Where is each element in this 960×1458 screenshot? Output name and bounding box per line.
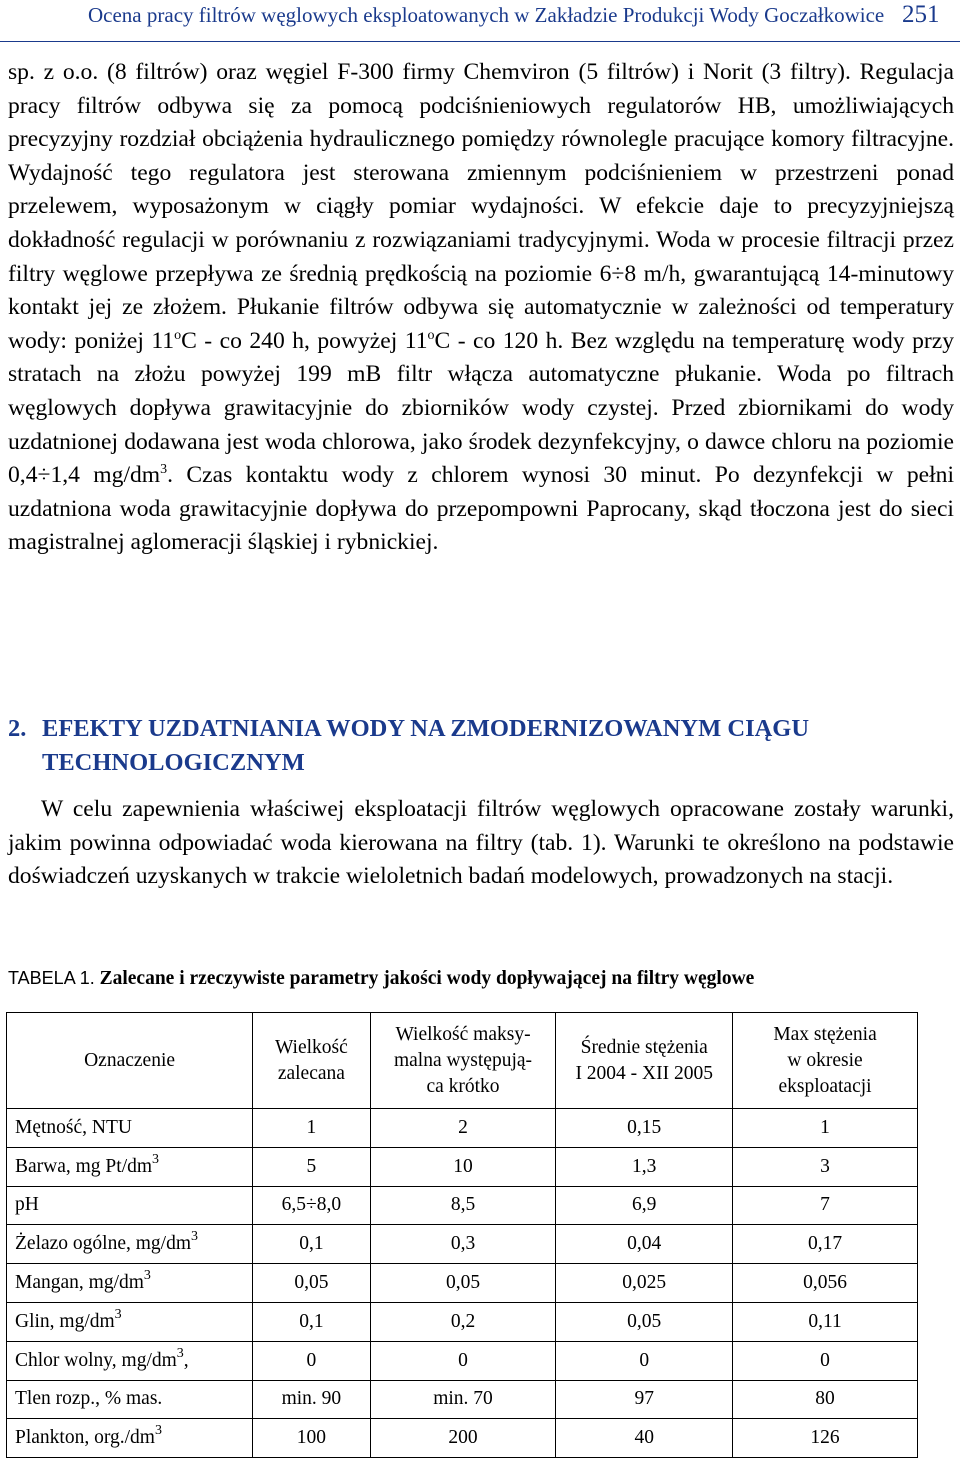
- table-row: [7, 1109, 918, 1148]
- row-label-text: Żelazo ogólne, mg/dm: [15, 1233, 191, 1255]
- cell-max-short: 200: [370, 1419, 556, 1458]
- paragraph-text: C - co 240 h, powyżej 11: [181, 327, 428, 354]
- superscript: o: [174, 327, 182, 343]
- header-text: Wielkość maksy-: [395, 1023, 531, 1045]
- cell-max-short: 0,3: [370, 1225, 556, 1264]
- row-label: [7, 1341, 253, 1380]
- superscript: 3: [160, 462, 168, 478]
- row-label: [7, 1264, 253, 1303]
- body-paragraph-1: [8, 56, 954, 560]
- cell-recommended: 100: [253, 1419, 370, 1458]
- row-label-text: Tlen rozp., % mas.: [15, 1388, 163, 1410]
- table-row: [7, 1302, 918, 1341]
- cell-average: 0,04: [556, 1225, 733, 1264]
- paragraph-text: sp. z o.o. (8 filtrów) oraz węgiel F-300 firmy Chemviron (5 filtrów) i Norit (3 filtry). Regulacja pracy filtrów odbywa się za pomocą podciśnieniowych regulatorów HB, umożliwiających precyzyjny rozdział obciążenia hydraulicznego pomiędzy równolegle pracujące komory filtracyjne. Wydajność tego regulatora jest sterowana zmiennym podciśnieniem w przestrzeni ponad przelewem, wyposażonym w ciągły pomiar wydajności. W efekcie daje to precyzyjniejszą dokładność regulacji w porównaniu z rozwiązaniami tradycyjnymi. Woda w procesie filtracji przez filtry węglowe przepływa ze średnią prędkością na poziomie 6÷8 m/h, gwarantującą 14-minutowy kontakt jej ze złożem. Płukanie filtrów odbywa się automatycznie w zależności od temperatury wody: poniżej 11: [8, 59, 954, 354]
- cell-max-operation: 1: [733, 1109, 918, 1148]
- table-row: [7, 1186, 918, 1225]
- header-text: malna występują-: [393, 1049, 533, 1071]
- cell-max-short: 0: [370, 1341, 556, 1380]
- cell-average: 0,15: [556, 1109, 733, 1148]
- header-text: Oznaczenie: [84, 1049, 176, 1071]
- header-oznaczenie: [7, 1013, 253, 1109]
- water-quality-table: [6, 1012, 918, 1458]
- cell-recommended: min. 90: [253, 1380, 370, 1419]
- page-number: 251: [902, 1, 940, 28]
- row-label: [7, 1302, 253, 1341]
- section-title-line-2: TECHNOLOGICZNYM: [42, 749, 305, 776]
- body-paragraph-2: [8, 793, 954, 894]
- cell-recommended: 5: [253, 1147, 370, 1186]
- cell-average: 97: [556, 1380, 733, 1419]
- cell-max-short: 0,2: [370, 1302, 556, 1341]
- paragraph-text: W celu zapewnienia właściwej eksploatacji filtrów węglowych opracowane zostały warunki, jakim powinna odpowiadać woda kierowana na filtry (tab. 1). Warunki te określono na podstawie doświadczeń uzyskanych w trakcie wieloletnich badań modelowych, prowadzonych na stacji.: [8, 796, 954, 890]
- cell-max-operation: 7: [733, 1186, 918, 1225]
- cell-max-operation: 3: [733, 1147, 918, 1186]
- row-label: [7, 1109, 253, 1148]
- row-label-suffix: ,: [183, 1349, 189, 1371]
- cell-max-operation: 0: [733, 1341, 918, 1380]
- superscript: 3: [154, 1423, 162, 1439]
- superscript: o: [427, 327, 435, 343]
- header-text: eksploatacji: [778, 1075, 872, 1097]
- header-text: Max stężenia: [773, 1023, 877, 1045]
- row-label: [7, 1225, 253, 1264]
- cell-max-operation: 80: [733, 1380, 918, 1419]
- cell-average: 0,05: [556, 1302, 733, 1341]
- header-srednie-stezenia: [556, 1013, 733, 1109]
- header-rule: [0, 41, 960, 42]
- cell-average: 1,3: [556, 1147, 733, 1186]
- row-label-text: pH: [15, 1194, 39, 1216]
- cell-max-operation: 0,056: [733, 1264, 918, 1303]
- row-label: [7, 1419, 253, 1458]
- table-row: [7, 1147, 918, 1186]
- header-max-stezenia: [733, 1013, 918, 1109]
- cell-recommended: 0,1: [253, 1225, 370, 1264]
- cell-max-short: 8,5: [370, 1186, 556, 1225]
- paragraph-text: . Czas kontaktu wody z chlorem wynosi 30 minut. Po dezynfekcji w pełni uzdatniona woda grawitacyjnie dopływa do przepompowni Paprocany, skąd tłoczona jest do sieci magistralnej aglomeracji śląskiej i rybnickiej.: [8, 462, 954, 556]
- table-caption: [8, 968, 754, 990]
- table-caption-label: TABELA 1.: [8, 968, 95, 988]
- row-label: [7, 1380, 253, 1419]
- superscript: 3: [114, 1306, 122, 1322]
- cell-max-operation: 0,17: [733, 1225, 918, 1264]
- table-row: [7, 1225, 918, 1264]
- header-text: I 2004 - XII 2005: [575, 1062, 713, 1084]
- paragraph-text: C - co 120 h. Bez względu na temperaturę wody przy stratach na złożu powyżej 199 mB filtr włącza automatyczne płukanie. Woda po filtrach węglowych dopływa grawitacyjnie do zbiorników wody czystej. Przed zbiornikami do wody uzdatnionej dodawana jest woda chlorowa, jako środek dezynfekcyjny, o dawce chloru na poziomie 0,4÷1,4 mg/dm: [8, 327, 954, 489]
- running-header-title: Ocena pracy filtrów węglowych eksploatowanych w Zakładzie Produkcji Wody Goczałkowice: [88, 3, 885, 27]
- row-label-text: Barwa, mg Pt/dm: [15, 1155, 153, 1177]
- section-number: 2.: [8, 715, 27, 742]
- table-header-row: [7, 1013, 918, 1109]
- cell-recommended: 6,5÷8,0: [253, 1186, 370, 1225]
- header-text: Średnie stężenia: [580, 1036, 708, 1058]
- header-wielkosc-maksymalna: [370, 1013, 556, 1109]
- table-caption-text: Zalecane i rzeczywiste parametry jakości wody dopływającej na filtry węglowe: [99, 968, 755, 989]
- cell-max-short: 2: [370, 1109, 556, 1148]
- table-row: [7, 1419, 918, 1458]
- superscript: 3: [143, 1268, 151, 1284]
- row-label-text: Mangan, mg/dm: [15, 1272, 144, 1294]
- header-text: zalecana: [277, 1062, 345, 1084]
- row-label-text: Glin, mg/dm: [15, 1310, 115, 1332]
- cell-average: 0: [556, 1341, 733, 1380]
- row-label-text: Mętność, NTU: [15, 1116, 132, 1138]
- header-text: w okresie: [787, 1049, 863, 1071]
- cell-recommended: 0,1: [253, 1302, 370, 1341]
- table-row: [7, 1380, 918, 1419]
- cell-max-short: min. 70: [370, 1380, 556, 1419]
- row-label-text: Plankton, org./dm: [15, 1427, 155, 1449]
- cell-recommended: 0,05: [253, 1264, 370, 1303]
- cell-average: 0,025: [556, 1264, 733, 1303]
- row-label: [7, 1147, 253, 1186]
- table-row: [7, 1264, 918, 1303]
- superscript: 3: [152, 1151, 160, 1167]
- cell-average: 6,9: [556, 1186, 733, 1225]
- section-title-line-1: EFEKTY UZDATNIANIA WODY NA ZMODERNIZOWANYM CIĄGU: [42, 715, 810, 742]
- superscript: 3: [191, 1229, 198, 1245]
- cell-max-operation: 0,11: [733, 1302, 918, 1341]
- cell-max-operation: 126: [733, 1419, 918, 1458]
- table-row: [7, 1341, 918, 1380]
- cell-max-short: 10: [370, 1147, 556, 1186]
- cell-recommended: 0: [253, 1341, 370, 1380]
- header-text: ca krótko: [426, 1075, 500, 1097]
- header-wielkosc-zalecana: [253, 1013, 370, 1109]
- row-label: [7, 1186, 253, 1225]
- cell-average: 40: [556, 1419, 733, 1458]
- superscript: 3: [176, 1345, 184, 1361]
- cell-recommended: 1: [253, 1109, 370, 1148]
- section-heading: [8, 712, 954, 780]
- header-text: Wielkość: [274, 1036, 348, 1058]
- row-label-text: Chlor wolny, mg/dm: [15, 1349, 177, 1371]
- page-header: [0, 0, 960, 46]
- cell-max-short: 0,05: [370, 1264, 556, 1303]
